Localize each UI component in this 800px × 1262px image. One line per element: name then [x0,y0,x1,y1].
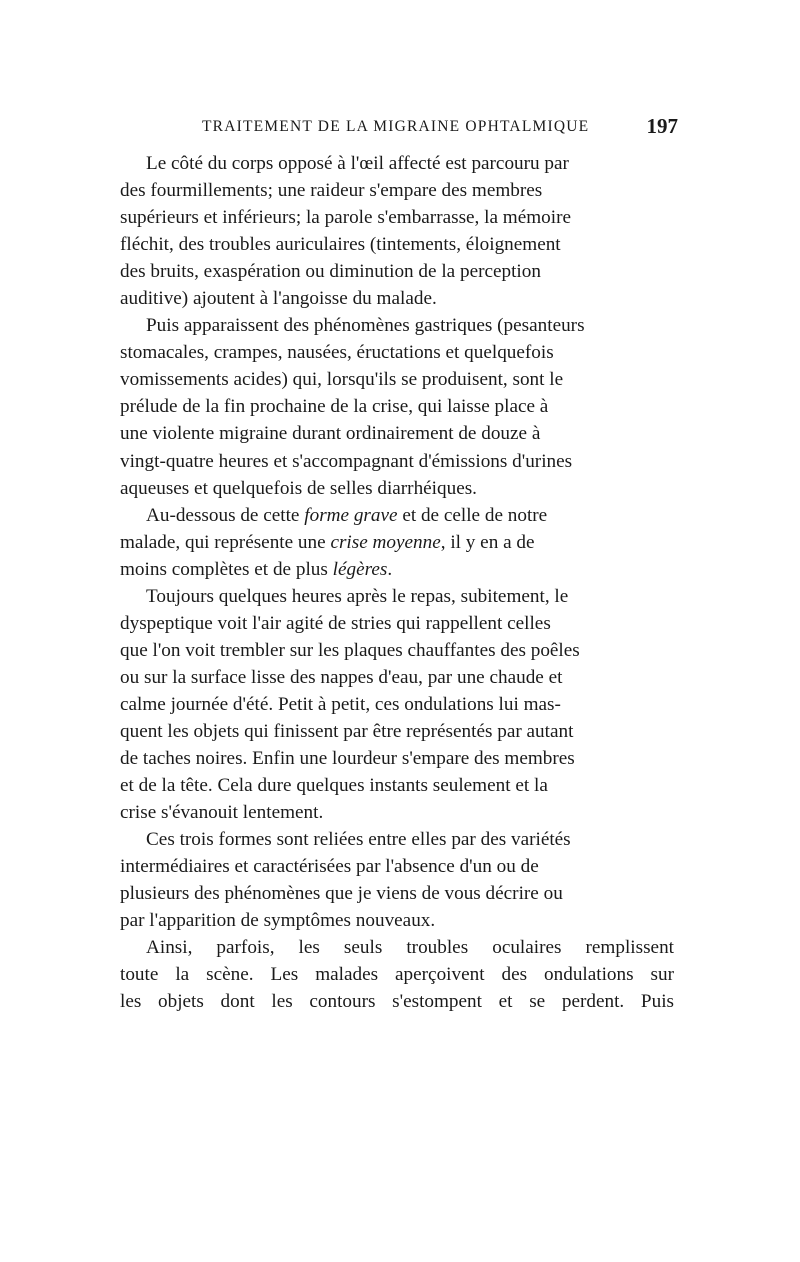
running-title: TRAITEMENT DE LA MIGRAINE OPHTALMIQUE [202,118,590,135]
text-line [120,529,674,556]
text-segment: et de celle de notre [397,504,548,526]
paragraph-4 [120,583,674,826]
text-line: que l'on voit trembler sur les plaques chauffantes des poêles [120,639,580,661]
text-line: par l'apparition de symptômes nouveaux. [120,910,436,932]
text-line: Ces trois formes sont reliées entre elles par des variétés [146,829,571,851]
text-line: Le côté du corps opposé à l'œil affecté est parcouru par [146,153,569,174]
text-line: Puis apparaissent des phénomènes gastriques (pesanteurs [146,315,585,337]
italic-term: légères [332,558,388,580]
text-segment: . [387,558,393,580]
page-header [120,114,678,140]
text-line: quent les objets qui finissent par être représentés par autant [120,720,574,742]
paragraph-1 [120,150,674,312]
paragraph-6 [120,934,674,1015]
text-line: ou sur la surface lisse des nappes d'eau, par une chaude et [120,666,563,688]
text-line: de taches noires. Enfin une lourdeur s'empare des membres [120,748,575,770]
text-line: fléchit, des troubles auriculaires (tintements, éloignement [120,234,561,256]
paragraph-2 [120,312,674,501]
text-line: stomacales, crampes, nausées, éructations et quelquefois [120,342,554,364]
paragraph-3 [120,502,674,583]
text-line: calme journée d'été. Petit à petit, ces ondulations lui mas- [120,693,561,715]
italic-term: forme grave [304,504,398,526]
text-line: auditive) ajoutent à l'angoisse du malade. [120,288,437,310]
text-line [120,502,674,529]
text-line: intermédiaires et caractérisées par l'absence d'un ou de [120,856,539,878]
text-line: vingt-quatre heures et s'accompagnant d'émissions d'urines [120,450,573,472]
text-line: les objets dont les contours s'estompent et se perdent. Puis [120,991,674,1013]
text-line: des bruits, exaspération ou diminution de la perception [120,261,541,283]
text-line: vomissements acides) qui, lorsqu'ils se produisent, sont le [120,369,564,391]
text-line [120,556,674,583]
text-line: plusieurs des phénomènes que je viens de vous décrire ou [120,883,563,905]
text-line: des fourmillements; une raideur s'empare des membres [120,180,543,202]
italic-term: crise moyenne [330,531,441,553]
text-line: Ainsi, parfois, les seuls troubles oculaires remplissent [146,937,674,959]
text-line: et de la tête. Cela dure quelques instants seulement et la [120,775,548,797]
paragraph-5 [120,826,674,934]
text-line: dyspeptique voit l'air agité de stries qui rappellent celles [120,612,551,634]
text-line: une violente migraine durant ordinairement de douze à [120,423,541,445]
text-line: aqueuses et quelquefois de selles diarrhéiques. [120,477,477,499]
text-segment: moins complètes et de plus [120,558,333,580]
text-line: Toujours quelques heures après le repas, subitement, le [146,585,569,607]
text-line: prélude de la fin prochaine de la crise, qui laisse place à [120,396,549,418]
body-text [120,150,674,1016]
page-number: 197 [646,114,678,138]
text-line: crise s'évanouit lentement. [120,802,324,824]
text-segment: Au-dessous de cette [146,504,305,526]
text-line: toute la scène. Les malades aperçoivent des ondulations sur [120,964,674,986]
text-segment: malade, qui représente une [120,531,331,553]
text-line: supérieurs et inférieurs; la parole s'embarrasse, la mémoire [120,207,571,229]
text-segment: , il y en a de [440,531,535,553]
